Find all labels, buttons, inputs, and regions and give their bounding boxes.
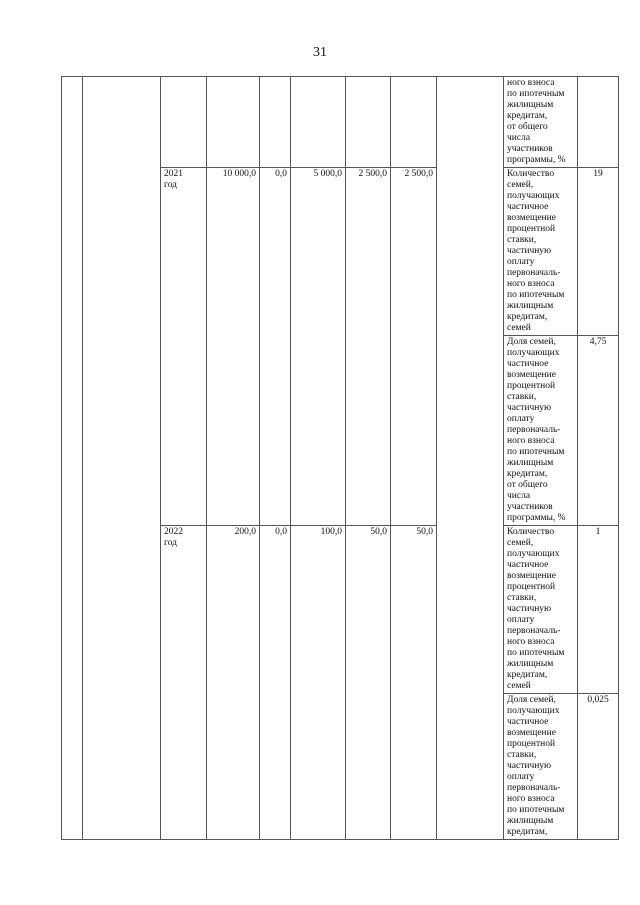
value-cell <box>391 77 437 168</box>
indicator-text: ного взноса по ипотечным жилищным кредитам, от общего числа участников программы, % <box>504 77 578 168</box>
indicator-value <box>578 77 619 168</box>
empty-cell <box>437 77 504 840</box>
indicator-value: 1 <box>578 526 619 694</box>
value-cell <box>207 77 260 168</box>
value-cell: 0,0 <box>260 168 291 526</box>
indicator-text: Количество семей, получающих частичное возмещение процентной ставки, частичную оплату первоначаль- ного взноса по ипотечным жилищным кредитам, семей <box>504 168 578 336</box>
value-cell: 10 000,0 <box>207 168 260 526</box>
indicator-value: 0,025 <box>578 694 619 840</box>
value-cell: 2 500,0 <box>346 168 391 526</box>
value-cell <box>260 77 291 168</box>
indicator-value: 19 <box>578 168 619 336</box>
value-cell: 100,0 <box>291 526 346 840</box>
indicator-text: Количество семей, получающих частичное возмещение процентной ставки, частичную оплату первоначаль- ного взноса по ипотечным жилищным кредитам, семей <box>504 526 578 694</box>
value-cell: 2 500,0 <box>391 168 437 526</box>
value-cell: 0,0 <box>260 526 291 840</box>
year-cell: 2021 год <box>161 168 207 526</box>
number-cell <box>62 77 83 840</box>
value-cell: 50,0 <box>391 526 437 840</box>
value-cell: 5 000,0 <box>291 168 346 526</box>
indicator-value: 4,75 <box>578 336 619 526</box>
table-row <box>62 77 619 168</box>
indicator-text: Доля семей, получающих частичное возмещение процентной ставки, частичную оплату первоначаль- ного взноса по ипотечным жилищным кредитам, <box>504 694 578 840</box>
indicator-text: Доля семей, получающих частичное возмещение процентной ставки, частичную оплату первоначаль- ного взноса по ипотечным жилищным кредитам, от общего числа участников программы, % <box>504 336 578 526</box>
value-cell: 200,0 <box>207 526 260 840</box>
year-cell: 2022 год <box>161 526 207 840</box>
year-cell <box>161 77 207 168</box>
value-cell: 50,0 <box>346 526 391 840</box>
value-cell <box>346 77 391 168</box>
value-cell <box>291 77 346 168</box>
name-cell <box>83 77 161 840</box>
page-number: 31 <box>313 45 327 60</box>
program-table <box>61 76 619 840</box>
